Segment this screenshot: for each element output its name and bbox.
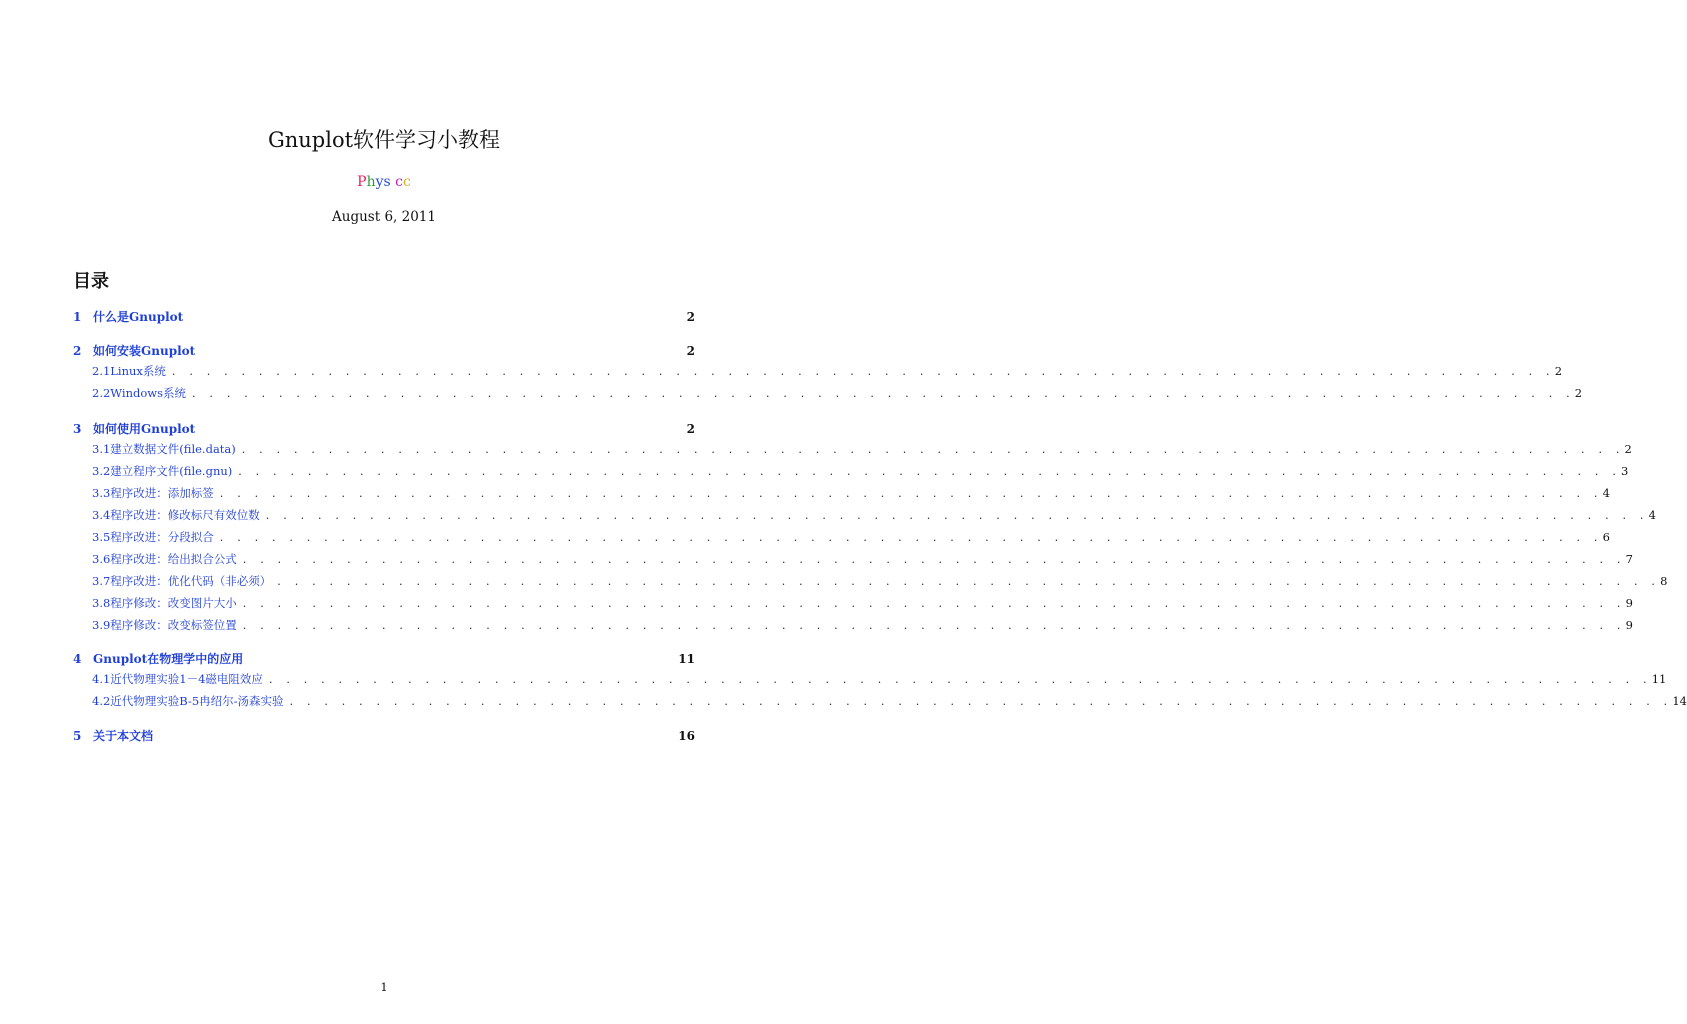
toc-subsection-link[interactable]	[92, 595, 1633, 611]
toc-dot-leader: . . . . . . . . . . . . . . . . . . . . . . . . . . . . . . . . . . . . . . . . . . . . . . . . . . . . . . . . . . . . . . . . . . . . . . . . . . . . . . . .	[242, 553, 1626, 566]
author-letter: c	[403, 174, 411, 190]
page-number: 1	[380, 980, 388, 994]
toc-section-page: 2	[686, 310, 695, 324]
toc-subsection-page: 11	[1651, 672, 1667, 686]
toc-section-number: 4	[73, 652, 82, 666]
toc-dot-leader: . . . . . . . . . . . . . . . . . . . . . . . . . . . . . . . . . . . . . . . . . . . . . . . . . . . . . . . . . . . . . . . . . . . . . . . . . . . . . . . .	[241, 443, 1625, 456]
toc-dot-leader: . . . . . . . . . . . . . . . . . . . . . . . . . . . . . . . . . . . . . . . . . . . . . . . . . . . . . . . . . . . . . . . . . . . . . . . . . . . . . . . .	[277, 575, 1661, 588]
toc-subsection-page: 4	[1648, 508, 1656, 522]
toc-subsection-link[interactable]	[92, 363, 1563, 379]
toc-subsection-title: 建立程序文件(file.gnu)	[110, 464, 233, 478]
toc-section-number: 5	[73, 729, 82, 743]
toc-subsection-title: 程序改进：修改标尺有效位数	[110, 508, 260, 522]
toc-section-title: 如何安装Gnuplot	[93, 344, 196, 358]
toc-subsection-title: Linux系统	[110, 364, 166, 378]
toc-subsection-number: 3.3	[92, 486, 111, 500]
toc-subsection-page: 4	[1602, 486, 1610, 500]
toc-subsection-page: 2	[1554, 364, 1563, 378]
toc-section-page: 2	[686, 422, 695, 436]
toc-subsection-title: 程序修改：改变标签位置	[110, 618, 237, 632]
toc-subsection-link[interactable]	[92, 385, 1583, 401]
toc-dot-leader: . . . . . . . . . . . . . . . . . . . . . . . . . . . . . . . . . . . . . . . . . . . . . . . . . . . . . . . . . . . . . . . . . . . . . . . . . . . . . . . .	[242, 597, 1626, 610]
toc-subsection-number: 3.2	[92, 464, 111, 478]
toc-subsection-number: 3.1	[92, 442, 111, 456]
toc-subsection-number: 3.7	[92, 574, 111, 588]
toc-subsection-link[interactable]	[92, 441, 1632, 457]
toc-heading: 目录	[73, 271, 109, 292]
toc-subsection-title: 程序改进：给出拟合公式	[110, 552, 237, 566]
toc-subsection-link[interactable]	[92, 617, 1633, 633]
toc-subsection-title: 建立数据文件(file.data)	[110, 442, 236, 456]
author-letter: h	[366, 174, 376, 190]
toc-section-page: 2	[686, 344, 695, 358]
toc-subsection-number: 2.1	[92, 364, 111, 378]
toc-subsection-link[interactable]	[92, 693, 1687, 709]
toc-subsection-link[interactable]	[92, 485, 1610, 501]
toc-section-link[interactable]	[73, 420, 695, 436]
toc-section-link[interactable]	[73, 727, 695, 743]
toc-section-page: 16	[678, 729, 695, 743]
toc-section-link[interactable]	[73, 650, 695, 666]
toc-subsection-title: 程序改进：添加标签	[110, 486, 214, 500]
toc-section-title: 关于本文档	[93, 729, 154, 743]
toc-subsection-link[interactable]	[92, 507, 1656, 523]
toc-subsection-number: 3.9	[92, 618, 111, 632]
toc-subsection-link[interactable]	[92, 671, 1667, 687]
document-date: August 6, 2011	[332, 209, 436, 225]
toc-dot-leader: . . . . . . . . . . . . . . . . . . . . . . . . . . . . . . . . . . . . . . . . . . . . . . . . . . . . . . . . . . . . . . . . . . . . . . . . . . . . . . . .	[192, 387, 1575, 400]
toc-dot-leader: . . . . . . . . . . . . . . . . . . . . . . . . . . . . . . . . . . . . . . . . . . . . . . . . . . . . . . . . . . . . . . . . . . . . . . . . . . . . . . . .	[219, 487, 1603, 500]
toc-dot-leader: . . . . . . . . . . . . . . . . . . . . . . . . . . . . . . . . . . . . . . . . . . . . . . . . . . . . . . . . . . . . . . . . . . . . . . . . . . . . . . . .	[268, 673, 1652, 686]
toc-subsection-number: 2.2	[92, 386, 111, 400]
toc-subsection-link[interactable]	[92, 573, 1668, 589]
author-letter: P	[357, 174, 367, 190]
toc-subsection-link[interactable]	[92, 463, 1629, 479]
toc-subsection-page: 6	[1602, 530, 1610, 544]
toc-subsection-page: 2	[1574, 386, 1583, 400]
document-title: Gnuplot软件学习小教程	[267, 128, 501, 152]
toc-dot-leader: . . . . . . . . . . . . . . . . . . . . . . . . . . . . . . . . . . . . . . . . . . . . . . . . . . . . . . . . . . . . . . . . . . . . . . . . . . . . . . . .	[171, 365, 1555, 378]
toc-dot-leader: . . . . . . . . . . . . . . . . . . . . . . . . . . . . . . . . . . . . . . . . . . . . . . . . . . . . . . . . . . . . . . . . . . . . . . . . . . . . . . . .	[238, 465, 1622, 478]
toc-subsection-title: 近代物理实验B-5冉绍尔-汤森实验	[110, 694, 284, 708]
toc-subsection-title: Windows系统	[110, 386, 187, 400]
toc-subsection-title: 程序修改：改变图片大小	[110, 596, 237, 610]
toc-subsection-page: 9	[1625, 618, 1633, 632]
toc-section-title: Gnuplot在物理学中的应用	[93, 652, 244, 666]
toc-subsection-link[interactable]	[92, 551, 1633, 567]
toc-section-number: 3	[73, 422, 82, 436]
toc-section-number: 1	[73, 310, 82, 324]
toc-section-title: 如何使用Gnuplot	[93, 422, 196, 436]
toc-subsection-title: 程序改进：优化代码（非必须）	[110, 574, 272, 588]
toc-dot-leader: . . . . . . . . . . . . . . . . . . . . . . . . . . . . . . . . . . . . . . . . . . . . . . . . . . . . . . . . . . . . . . . . . . . . . . . . . . . . . . . .	[242, 619, 1626, 632]
author-letter: y	[375, 174, 384, 190]
toc-subsection-title: 程序改进：分段拟合	[110, 530, 214, 544]
toc-subsection-page: 3	[1621, 464, 1629, 478]
toc-dot-leader: . . . . . . . . . . . . . . . . . . . . . . . . . . . . . . . . . . . . . . . . . . . . . . . . . . . . . . . . . . . . . . . . . . . . . . . . . . . . . . . .	[289, 695, 1673, 708]
toc-subsection-number: 4.2	[92, 694, 111, 708]
toc-section-link[interactable]	[73, 308, 695, 324]
toc-subsection-title: 近代物理实验1－4磁电阻效应	[110, 672, 263, 686]
toc-subsection-page: 14	[1672, 694, 1687, 708]
toc-section-title: 什么是Gnuplot	[93, 310, 184, 324]
toc-subsection-number: 3.5	[92, 530, 111, 544]
toc-section-link[interactable]	[73, 342, 695, 358]
toc-subsection-number: 4.1	[92, 672, 111, 686]
toc-subsection-number: 3.8	[92, 596, 111, 610]
toc-subsection-number: 3.4	[92, 508, 111, 522]
author-letter: c	[395, 174, 403, 190]
toc-section-page: 11	[678, 652, 695, 666]
toc-subsection-page: 7	[1625, 552, 1633, 566]
toc-subsection-number: 3.6	[92, 552, 111, 566]
toc-dot-leader: . . . . . . . . . . . . . . . . . . . . . . . . . . . . . . . . . . . . . . . . . . . . . . . . . . . . . . . . . . . . . . . . . . . . . . . . . . . . . . . .	[219, 531, 1603, 544]
toc-subsection-page: 2	[1624, 442, 1632, 456]
toc-subsection-page: 9	[1625, 596, 1633, 610]
toc-subsection-link[interactable]	[92, 529, 1610, 545]
toc-dot-leader: . . . . . . . . . . . . . . . . . . . . . . . . . . . . . . . . . . . . . . . . . . . . . . . . . . . . . . . . . . . . . . . . . . . . . . . . . . . . . . . .	[265, 509, 1649, 522]
toc-section-number: 2	[73, 344, 82, 358]
author-letter: s	[383, 174, 391, 190]
toc-subsection-page: 8	[1660, 574, 1668, 588]
author-line	[0, 174, 768, 190]
